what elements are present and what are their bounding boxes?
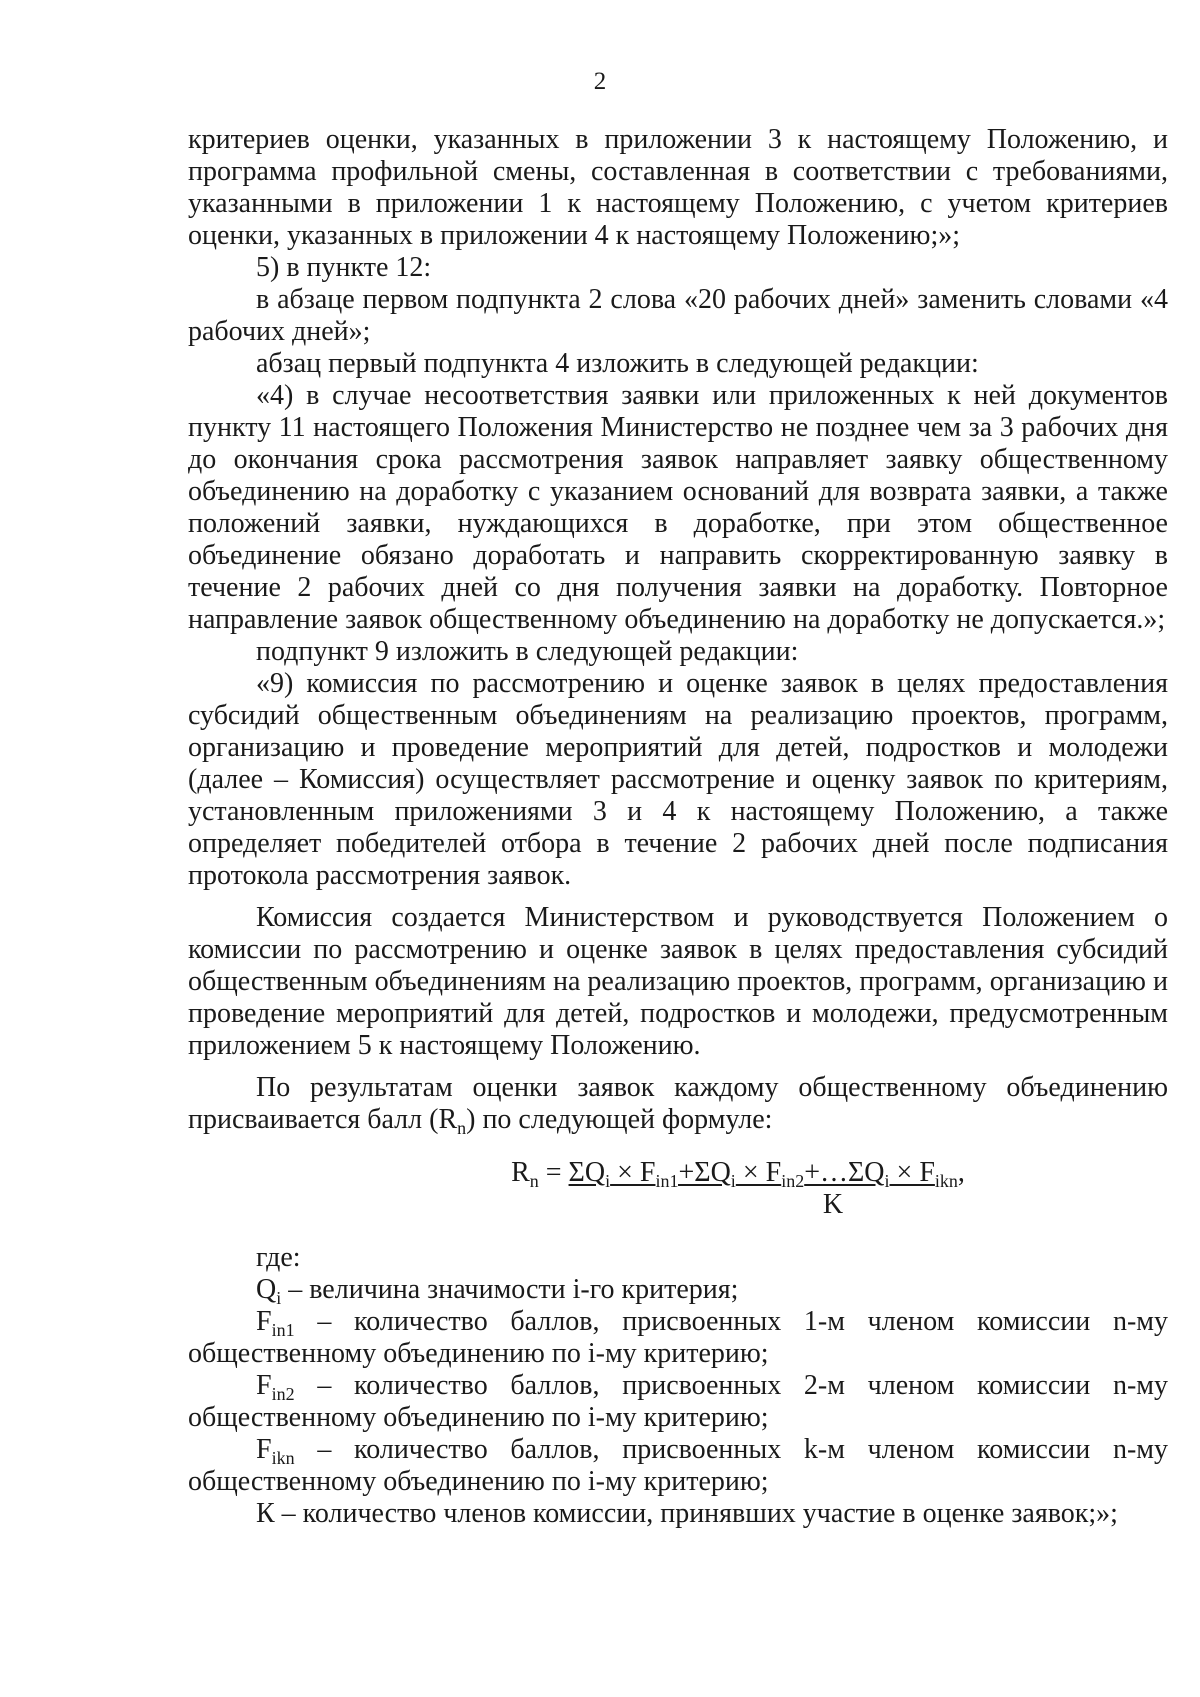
definitions-where: где: (256, 1242, 301, 1273)
paragraph-subitem-4-text: «4) в случае несоответствия заявки или приложенных к ней документов пункту 11 настоящего Положения Министерство не позднее чем за 3 рабочих дня до окончания срока рассмотрения заявок направляет заявку общественному объединению на доработку с указанием оснований для возврата заявки, а также положений заявки, нуждающихся в доработке, при этом общественное объединение обязано доработать и направить скорректированную заявку в течение 2 рабочих дней со дня получения заявки на доработку. Повторное направление заявок общественному объединению на доработку не допускается.»; (188, 380, 1168, 635)
formula-numerator: $\Sigma Q_i \times F_{in1}+\Sigma Q_i$ × $F_{in2}+\dots\Sigma Q_i \times F_{ikn}$ (568, 1157, 958, 1191)
paragraph-subitem-9-intro: подпункт 9 изложить в следующей редакции: (256, 636, 799, 667)
formula-denominator: K (822, 1189, 844, 1220)
score-formula: $R_n = \Sigma Q_i \times F_{in1}+\Sigma Q_i$ × $F_{in2}+\dots\Sigma Q_i \times F_{ikn}$, K (188, 1158, 1168, 1220)
definition-f-in1: $F_{in1}$ – количество баллов, присвоенных 1-м членом комиссии n-му общественному объединению по i-му критерию; (188, 1306, 1168, 1369)
definition-f-in2: $F_{in2}$ – количество баллов, присвоенных 2-м членом комиссии n-му общественному объединению по i-му критерию; (188, 1370, 1168, 1433)
paragraph-commission: Комиссия создается Министерством и руководствуется Положением о комиссии по рассмотрению и оценке заявок в целях предоставления субсидий общественным объединениям на реализацию проектов, программ, организацию и проведение мероприятий для детей, подростков и молодежи, предусмотренным приложением 5 к настоящему Положению. (188, 902, 1168, 1061)
document-body (188, 124, 1168, 1530)
definition-k: К – количество членов комиссии, принявших участие в оценке заявок;»; (256, 1498, 1118, 1529)
paragraph-score-intro: По результатам оценки заявок каждому общественному объединению присваивается балл $(R_n)$ по следующей формуле: (188, 1072, 1168, 1138)
definition-f-ikn: $F_{ikn}$ – количество баллов, присвоенных k-м членом комиссии n-му общественному объединению по i-му критерию; (188, 1434, 1168, 1497)
definition-q: $Q_i$ – величина значимости i-го критерия; (256, 1274, 739, 1308)
paragraph-replace-words: в абзаце первом подпункта 2 слова «20 рабочих дней» заменить словами «4 рабочих дней»; (188, 284, 1168, 347)
paragraph-subitem-9-text: «9) комиссия по рассмотрению и оценке заявок в целях предоставления субсидий общественным объединениям на реализацию проектов, программ, организацию и проведение мероприятий для детей, подростков и молодежи (далее – Комиссия) осуществляет рассмотрение и оценку заявок по критериям, установленным приложениями 3 и 4 к настоящему Положению, а также определяет победителей отбора в течение 2 рабочих дней после подписания протокола рассмотрения заявок. (188, 668, 1168, 891)
paragraph-item-5: 5) в пункте 12: (256, 252, 432, 283)
paragraph-subitem-4-intro: абзац первый подпункта 4 изложить в следующей редакции: (256, 348, 979, 379)
paragraph-criteria-continuation: критериев оценки, указанных в приложении 3 к настоящему Положению, и программа профильной смены, составленная в соответствии с требованиями, указанными в приложении 1 к настоящему Положению, с учетом критериев оценки, указанных в приложении 4 к настоящему Положению;»; (188, 124, 1168, 251)
page-number: 2 (593, 68, 607, 95)
formula-lhs: $R_n$ = (511, 1157, 569, 1191)
